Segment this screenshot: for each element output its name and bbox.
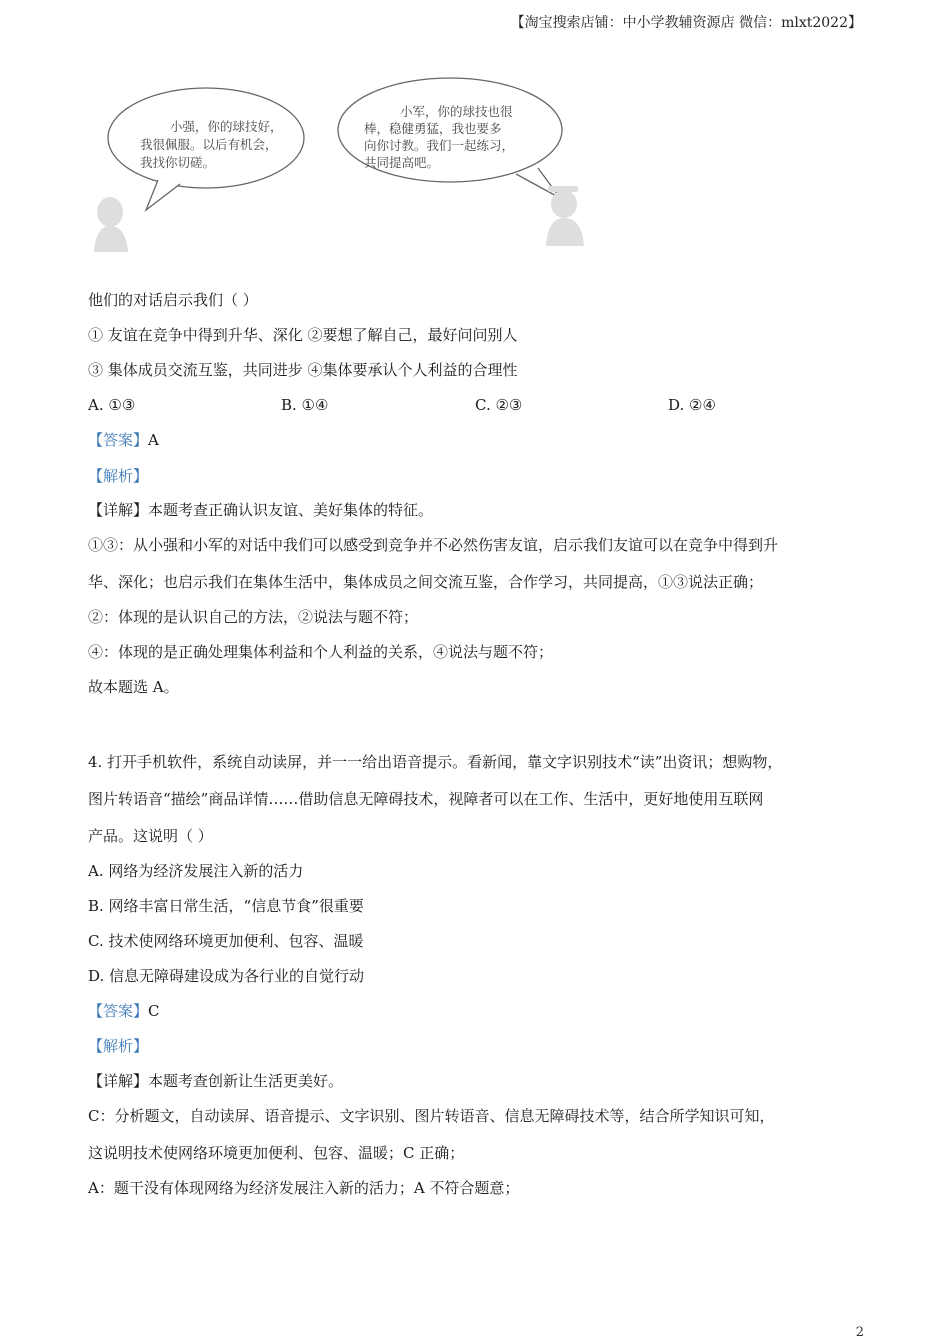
q4-explanation-c-a: C：分析题文，自动读屏、语音提示、文字识别、图片转语音、信息无障碍技术等，结合所学知识可知， — [88, 1107, 775, 1125]
q3-conclusion: 故本题选 A。 — [88, 678, 179, 696]
q4-answer-label: 【答案】 — [88, 1002, 149, 1020]
right-bubble-line-1: 小军，你的球技也很 — [400, 104, 513, 119]
q3-explanation-1a: ①③：从小强和小军的对话中我们可以感受到竞争并不必然伤害友谊，启示我们友谊可以在竞争中得到升 — [88, 536, 779, 554]
q4-stem-line-3: 产品。这说明（ ） — [88, 827, 213, 845]
q4-option-b: B. 网络丰富日常生活，“信息节食”很重要 — [88, 897, 364, 915]
comic-illustration — [88, 76, 588, 256]
left-bubble-line-2: 我很佩服。以后有机会， — [140, 137, 278, 152]
q3-analysis-label: 【解析】 — [88, 467, 149, 485]
q4-analysis-label: 【解析】 — [88, 1037, 149, 1055]
page-number: 2 — [855, 1325, 864, 1340]
q3-explanation-3: ④：体现的是正确处理集体利益和个人利益的关系，④说法与题不符； — [88, 643, 554, 661]
q3-answer — [88, 430, 159, 450]
q4-option-c: C. 技术使网络环境更加便利、包容、温暖 — [88, 932, 364, 950]
q3-stem: 他们的对话启示我们（ ） — [88, 291, 258, 309]
q3-answer-value: A — [148, 431, 159, 449]
q3-explanation-1b: 华、深化；也启示我们在集体生活中，集体成员之间交流互鉴，合作学习，共同提高，①③说法正确； — [88, 573, 764, 591]
left-bubble-line-1: 小强，你的球技好， — [170, 119, 283, 134]
right-bubble-line-2: 棒，稳健勇猛，我也要多 — [364, 121, 502, 136]
right-figure — [546, 186, 584, 246]
q3-detail-text: 本题考查正确认识友谊、美好集体的特征。 — [148, 501, 434, 519]
right-bubble-line-4: 共同提高吧。 — [364, 155, 440, 170]
q3-answer-label: 【答案】 — [88, 431, 149, 449]
q3-detail — [88, 500, 433, 520]
q3-option-c: C. ②③ — [475, 396, 523, 414]
q4-option-d: D. 信息无障碍建设成为各行业的自觉行动 — [88, 967, 365, 985]
q3-statement-3-4: ③ 集体成员交流互鉴，共同进步 ④集体要承认个人利益的合理性 — [88, 361, 518, 379]
q3-detail-label: 【详解】 — [88, 501, 149, 519]
q4-detail-label: 【详解】 — [88, 1072, 149, 1090]
q4-stem-line-2: 图片转语音“描绘”商品详情……借助信息无障碍技术，视障者可以在工作、生活中，更好地使用互联网 — [88, 790, 764, 808]
q4-answer — [88, 1001, 160, 1021]
q4-explanation-c-b: 这说明技术使网络环境更加便利、包容、温暖；C 正确； — [88, 1144, 465, 1162]
q4-detail — [88, 1071, 343, 1091]
q4-explanation-a: A：题干没有体现网络为经济发展注入新的活力；A 不符合题意； — [88, 1179, 520, 1197]
q4-stem-line-1: 4. 打开手机软件，系统自动读屏，并一一给出语音提示。看新闻，靠文字识别技术“读”出资讯；想购物， — [88, 753, 783, 771]
header-note: 【淘宝搜索店铺：中小学教辅资源店 微信：mlxt2022】 — [510, 15, 862, 31]
q3-option-a: A. ①③ — [88, 396, 136, 414]
q3-explanation-2: ②：体现的是认识自己的方法，②说法与题不符； — [88, 608, 419, 626]
left-figure — [94, 197, 128, 252]
q3-statement-1-2: ① 友谊在竞争中得到升华、深化 ②要想了解自己，最好问问别人 — [88, 326, 518, 344]
q4-detail-text: 本题考查创新让生活更美好。 — [148, 1072, 344, 1090]
right-bubble-line-3: 向你讨教。我们一起练习， — [364, 138, 515, 153]
q3-option-b: B. ①④ — [281, 396, 329, 414]
q4-answer-value: C — [148, 1002, 160, 1020]
q3-option-d: D. ②④ — [668, 396, 716, 414]
q4-option-a: A. 网络为经济发展注入新的活力 — [88, 862, 304, 880]
left-bubble-line-3: 我找你切磋。 — [140, 155, 216, 170]
